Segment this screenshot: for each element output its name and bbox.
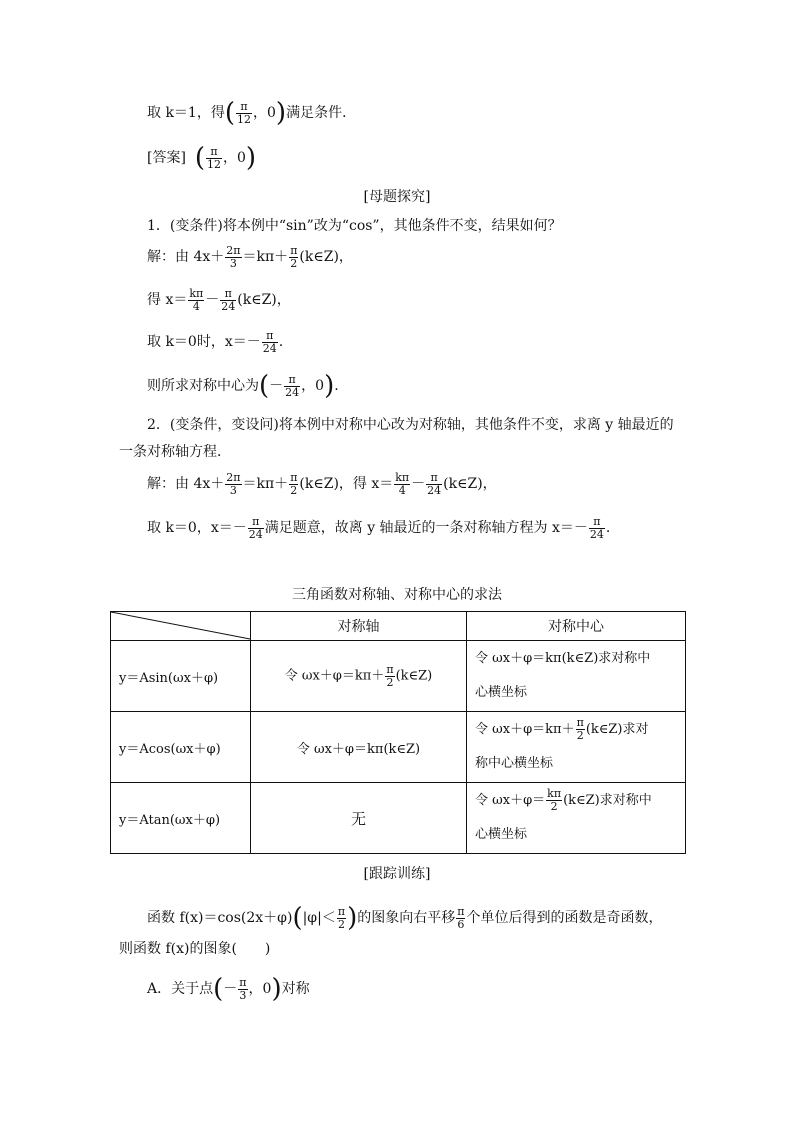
answer-line: [答案] ( $\frac{\pi}{12}$ ，0) — [147, 143, 257, 173]
symmetry-table — [110, 611, 686, 854]
row-func-sin: y＝Asin(ωx＋φ) — [111, 641, 251, 712]
fraction: $\frac{\pi}{12}$ — [237, 99, 251, 126]
question-1: 1．(变条件)将本例中“sin”改为“cos”，其他条件不变，结果如何？ — [147, 218, 562, 234]
row-center-sin: 令 ωx＋φ＝kπ(k∈Z)求对称中 心横坐标 — [467, 641, 686, 712]
table-title: 三角函数对称轴、对称中心的求法 — [292, 587, 502, 603]
row-center-cos: 令 ωx＋φ＝kπ＋ $\frac{\pi}{2}$ (k∈Z)求对 称中心横坐标 — [467, 712, 686, 783]
follow-problem-line-1: 函数 f(x)＝cos(2x＋φ)(|φ|＜ $\frac{\pi}{2}$ )的图象向右平移 $\frac{\pi}{6}$ 个单位后得到的函数是奇函数， — [147, 903, 663, 933]
table-header-row — [111, 612, 686, 641]
row-func-tan: y＝Atan(ωx＋φ) — [111, 783, 251, 854]
row-func-cos: y＝Acos(ωx＋φ) — [111, 712, 251, 783]
solution-2-line-2: 取 k＝0，x＝－ $\frac{\pi}{24}$ 满足题意，故离 y 轴最近的一条对称轴方程为 x＝－ $\frac{\pi}{24}$ . — [147, 515, 611, 541]
question-2-line-1: 2．(变条件，变设问)将本例中对称中心改为对称轴，其他条件不变，求离 y 轴最近的 — [147, 417, 674, 433]
fraction: $\frac{\pi}{12}$ — [207, 144, 221, 171]
question-2-line-2: 一条对称轴方程． — [119, 444, 231, 460]
solution-1-line-1: 解：由 4x＋ $\frac{2\pi}{3}$ ＝kπ＋ $\frac{\pi}{2}$ (k∈Z)， — [147, 244, 353, 270]
explore-heading: [母题探究] — [363, 189, 431, 205]
follow-heading: [跟踪训练] — [363, 866, 431, 882]
table-row — [111, 712, 686, 783]
table-row — [111, 641, 686, 712]
header-axis: 对称轴 — [251, 612, 467, 641]
row-axis-sin: 令 ωx＋φ＝kπ＋ $\frac{\pi}{2}$ (k∈Z) — [251, 641, 467, 712]
solution-1-line-3: 取 k＝0时，x＝－ $\frac{\pi}{24}$ . — [147, 329, 284, 355]
answer-label: [答案] — [147, 150, 186, 166]
table-row — [111, 783, 686, 854]
solution-1-line-4: 则所求对称中心为(－ $\frac{\pi}{24}$ ，0). — [147, 371, 339, 401]
solution-1-line-2: 得 x＝ $\frac{k\pi}{4}$ － $\frac{\pi}{24}$ (k∈Z)， — [147, 287, 291, 313]
follow-problem-line-2: 则函数 f(x)的图象( ) — [119, 941, 271, 957]
row-axis-cos: 令 ωx＋φ＝kπ(k∈Z) — [251, 712, 467, 783]
option-a: A．关于点(－ $\frac{\pi}{3}$ ，0)对称 — [147, 974, 310, 1004]
row-center-tan: 令 ωx＋φ＝ $\frac{k\pi}{2}$ (k∈Z)求对称中 心横坐标 — [467, 783, 686, 854]
header-diagonal-cell — [111, 612, 251, 641]
line-take-k1: 取 k＝1，得( $\frac{\pi}{12}$ ，0)满足条件． — [147, 98, 357, 128]
diagonal-line — [111, 612, 251, 640]
solution-2-line-1: 解：由 4x＋ $\frac{2\pi}{3}$ ＝kπ＋ $\frac{\pi}{2}$ (k∈Z)，得 x＝ $\frac{k\pi}{4}$ － $\frac{\pi}{24}$ (k∈Z)， — [147, 471, 497, 497]
row-axis-tan: 无 — [251, 783, 467, 854]
header-center: 对称中心 — [467, 612, 686, 641]
